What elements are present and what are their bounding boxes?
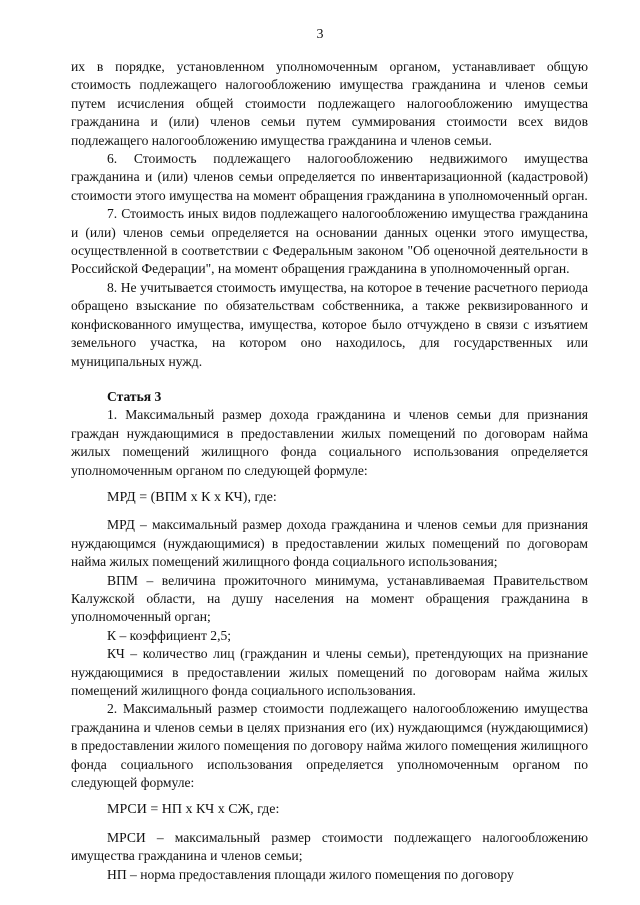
definition-mrsi: МРСИ – максимальный размер стоимости подлежащего налогообложению имущества гражданина и членов семьи; bbox=[71, 829, 588, 864]
article-heading: Статья 3 bbox=[107, 388, 162, 404]
formula-mrsi: МРСИ = НП х КЧ х СЖ, где: bbox=[107, 802, 280, 818]
paragraph-6: 6. Стоимость подлежащего налогообложению недвижимого имущества гражданина и (или) членов семьи определяется по инвентаризационной (кадастровой) стоимости этого имущества на момент обращения гражданина в уполномоченный орган. bbox=[71, 151, 588, 203]
paragraph-8: 8. Не учитывается стоимость имущества, на которое в течение расчетного периода обращено взыскание по обязательствам собственника, а также реквизированного и конфискованного имущества, имущества, которое было отчуждено в связи с изъятием земельного участка, на котором оно находилось, для государственных или муниципальных нужд. bbox=[71, 279, 588, 369]
definition-mrd: МРД – максимальный размер дохода гражданина и членов семьи для признания нуждающимся (нуждающимися) в предоставлении жилых помещений по договорам найма жилых помещений жилищного фонда социального использования; bbox=[71, 517, 588, 570]
paragraph-7: 7. Стоимость иных видов подлежащего налогообложению имущества гражданина и (или) членов семьи определяется на основании данных оценки этого имущества, осуществленной в соответствии с Федеральным законом "Об оценочной деятельности в Российской Федерации", на момент обращения гражданина в уполномоченный орган. bbox=[71, 206, 588, 277]
formula-mrd: МРД = (ВПМ х К х КЧ), где: bbox=[107, 489, 277, 505]
document-body bbox=[71, 58, 588, 884]
definition-kch: КЧ – количество лиц (гражданин и члены семьи), претендующих на признание нуждающимися в предоставлении жилых помещений по договорам найма жилых помещений жилищного фонда социального использования. bbox=[71, 646, 588, 698]
paragraph-continuation: их в порядке, установленном уполномоченным органом, устанавливает общую стоимость подлежащего налогообложению имущества гражданина и членов семьи путем исчисления общей стоимости подлежащего налогообложению имущества гражданина и (или) членов семьи путем суммирования стоимости всех видов подлежащего налогообложению имущества гражданина и членов семьи. bbox=[71, 59, 588, 148]
article-paragraph-1: 1. Максимальный размер дохода гражданина и членов семьи для признания граждан нуждающимися в предоставлении жилых помещений по договорам найма жилых помещений жилищного фонда социального использования определяется уполномоченным органом по следующей формуле: bbox=[71, 407, 588, 478]
page-number: 3 bbox=[316, 27, 324, 42]
definition-np: НП – норма предоставления площади жилого помещения по договору bbox=[107, 866, 514, 882]
definition-k: К – коэффициент 2,5; bbox=[107, 627, 232, 643]
definition-vpm: ВПМ – величина прожиточного минимума, устанавливаемая Правительством Калужской области, на душу населения на момент обращения гражданина в уполномоченный орган; bbox=[71, 572, 588, 625]
article-paragraph-2: 2. Максимальный размер стоимости подлежащего налогообложению имущества гражданина и членов семьи в целях признания его (их) нуждающимся (нуждающимися) в предоставлении жилого помещения по договору найма жилого помещения жилищного фонда социального использования определяется уполномоченным органом по следующей формуле: bbox=[71, 701, 588, 791]
